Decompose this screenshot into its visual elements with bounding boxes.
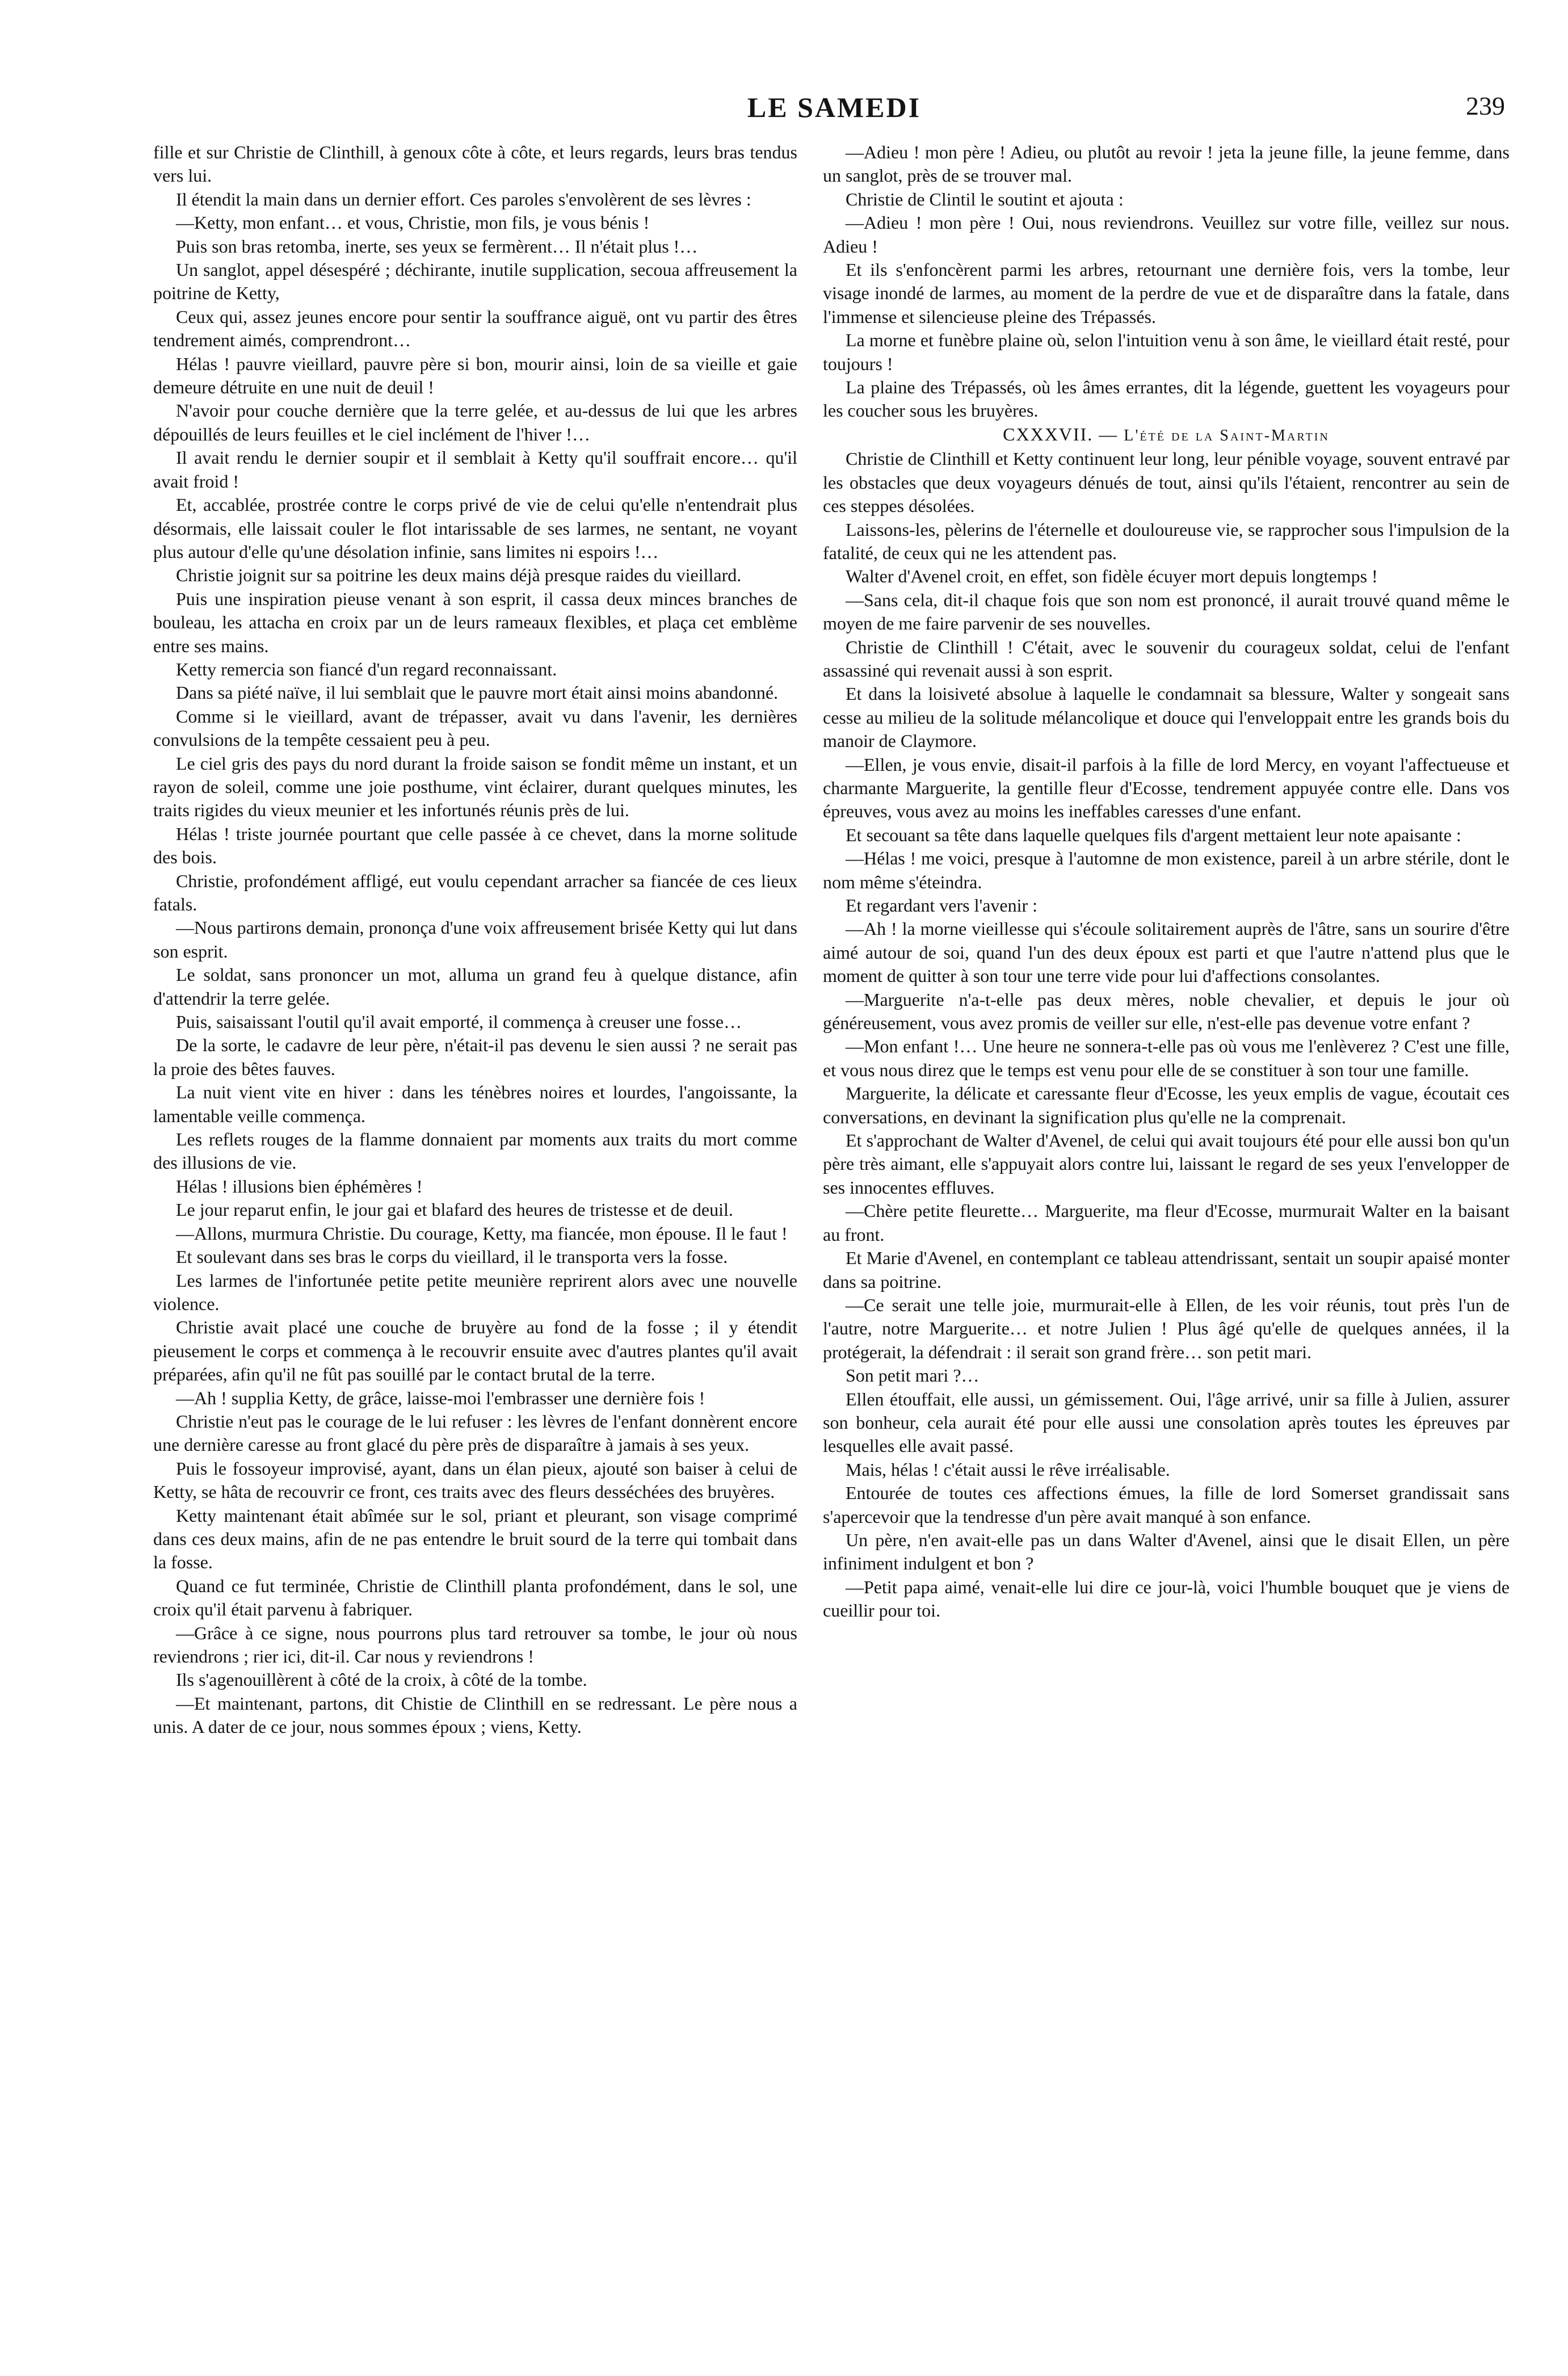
paragraph: —Petit papa aimé, venait-elle lui dire ce jour-là, voici l'humble bouquet que je viens de cueillir pour toi. xyxy=(823,1576,1510,1621)
paragraph: N'avoir pour couche dernière que la terre gelée, et au-dessus de lui que les arbres dépouillés de leurs feuilles et le ciel inclément de l'hiver !… xyxy=(153,400,797,444)
paragraph: Le ciel gris des pays du nord durant la froide saison se fondit même un instant, et un rayon de soleil, comme une joie posthume, vint éclairer, durant quelques minutes, les traits rigides du vieux meunier et les infortunés réunis près de lui. xyxy=(153,753,797,821)
paragraph: —Grâce à ce signe, nous pourrons plus tard retrouver sa tombe, le jour où nous reviendrons ; rier ici, dit-il. Car nous y reviendrons ! xyxy=(153,1622,797,1666)
paragraph: Marguerite, la délicate et caressante fleur d'Ecosse, les yeux emplis de vague, écoutait ces conversations, en devinant la signification plus qu'elle ne la comprenait. xyxy=(823,1083,1510,1127)
paragraph: Dans sa piété naïve, il lui semblait que le pauvre mort était ainsi moins abandonné. xyxy=(176,682,779,703)
paragraph: Et Marie d'Avenel, en contemplant ce tableau attendrissant, sentait un soupir apaisé monter dans sa poitrine. xyxy=(823,1248,1510,1292)
paragraph: De la sorte, le cadavre de leur père, n'était-il pas devenu le sien aussi ? ne serait pas la proie des bêtes fauves. xyxy=(153,1035,797,1079)
paragraph: Comme si le vieillard, avant de trépasser, avait vu dans l'avenir, les dernières convulsions de la tempête cessaient peu à peu. xyxy=(153,706,797,750)
paragraph: Il avait rendu le dernier soupir et il semblait à Ketty qu'il souffrait encore… qu'il avait froid ! xyxy=(153,447,797,492)
paragraph: Walter d'Avenel croit, en effet, son fidèle écuyer mort depuis longtemps ! xyxy=(846,566,1378,587)
paragraph: Hélas ! illusions bien éphémères ! xyxy=(176,1176,423,1197)
paragraph: Un père, n'en avait-elle pas un dans Walter d'Avenel, ainsi que le disait Ellen, un père infiniment indulgent et bon ? xyxy=(823,1529,1510,1574)
paragraph: Le jour reparut enfin, le jour gai et blafard des heures de tristesse et de deuil. xyxy=(176,1199,733,1220)
paragraph: Et ils s'enfoncèrent parmi les arbres, retournant une dernière fois, vers la tombe, leur visage inondé de larmes, au moment de la perdre de vue et de disparaître dans la fatale, dans l'immense et silencieuse pleine des Trépassés. xyxy=(823,259,1510,327)
paragraph: Ellen étouffait, elle aussi, un gémissement. Oui, l'âge arrivé, unir sa fille à Julien, assurer son bonheur, cela aurait été pour elle aussi une consolation après toutes les épreuves par lesquelles elle avait passé. xyxy=(823,1388,1510,1456)
paragraph: —Et maintenant, partons, dit Chistie de Clinthill en se redressant. Le père nous a unis. A dater de ce jour, nous sommes époux ; viens, Ketty. xyxy=(153,1693,797,1737)
right-column-bottom-text xyxy=(823,447,1510,1622)
page-number: 239 xyxy=(1466,91,1505,120)
paragraph: Et regardant vers l'avenir : xyxy=(846,895,1038,916)
paragraph: Laissons-les, pèlerins de l'éternelle et douloureuse vie, se rapprocher sous l'impulsion de la fatalité, de ceux qui ne les attendent pas. xyxy=(823,519,1510,563)
paragraph: Hélas ! triste journée pourtant que celle passée à ce chevet, dans la morne solitude des bois. xyxy=(153,823,797,868)
paragraph: Christie de Clintil le soutint et ajouta : xyxy=(846,188,1124,209)
paragraph: —Ah ! la morne vieillesse qui s'écoule solitairement auprès de l'âtre, sans un sourire d'être aimé autour de soi, quand l'un des deux époux est parti et que l'autre n'attend plus que le moment de quitter à son tour une terre vide pour lui d'affections consolantes. xyxy=(823,918,1510,986)
paragraph: —Ah ! supplia Ketty, de grâce, laisse-moi l'embrasser une dernière fois ! xyxy=(176,1387,705,1408)
paragraph: Les reflets rouges de la flamme donnaient par moments aux traits du mort comme des illusions de vie. xyxy=(153,1129,797,1173)
left-column xyxy=(153,141,797,2354)
paragraph: Son petit mari ?… xyxy=(846,1365,980,1386)
paragraph: Ketty maintenant était abîmée sur le sol, priant et pleurant, son visage comprimé dans ces deux mains, afin de ne pas entendre le bruit sourd de la terre qui tombait dans la fosse. xyxy=(153,1505,797,1573)
right-column-top-text xyxy=(823,141,1510,423)
paragraph: —Adieu ! mon père ! Adieu, ou plutôt au revoir ! jeta la jeune fille, la jeune femme, dans un sanglot, près de se trouver mal. xyxy=(823,142,1510,186)
paragraph: Mais, hélas ! c'était aussi le rêve irréalisable. xyxy=(846,1459,1170,1480)
paragraph: —Marguerite n'a-t-elle pas deux mères, noble chevalier, et depuis le jour où généreusement, vous avez promis de veiller sur elle, n'est-elle pas devenue votre enfant ? xyxy=(823,989,1510,1034)
paragraph: Et secouant sa tête dans laquelle quelques fils d'argent mettaient leur note apaisante : xyxy=(846,824,1461,845)
paragraph: Ceux qui, assez jeunes encore pour sentir la souffrance aiguë, ont vu partir des êtres tendrement aimés, comprendront… xyxy=(153,306,797,351)
paragraph: Le soldat, sans prononcer un mot, alluma un grand feu à quelque distance, afin d'attendrir la terre gelée. xyxy=(153,964,797,1009)
paragraph: Ils s'agenouillèrent à côté de la croix, à côté de la tombe. xyxy=(176,1669,587,1690)
paragraph: Christie avait placé une couche de bruyère au fond de la fosse ; il y étendit pieusement le corps et commença à le recouvrir ensuite avec d'autres plantes qu'il avait préparées, afin qu'il ne fût pas souillé par le contact brutal de la terre. xyxy=(153,1317,797,1385)
page-header xyxy=(148,91,1521,131)
paragraph: —Hélas ! me voici, presque à l'automne de mon existence, pareil à un arbre stérile, dont le nom même s'éteindra. xyxy=(823,848,1510,892)
section-heading xyxy=(823,423,1510,447)
paragraph: Un sanglot, appel désespéré ; déchirante, inutile supplication, secoua affreusement la poitrine de Ketty, xyxy=(153,259,797,304)
paragraph: —Ce serait une telle joie, murmurait-elle à Ellen, de les voir réunis, tout près l'un de l'autre, notre Marguerite… et notre Julien ! Plus âgé qu'elle de quelques années, il la protégerait, la défendrait : il serait son grand frère… son petit mari. xyxy=(823,1294,1510,1362)
paragraph: Entourée de toutes ces affections émues, la fille de lord Somerset grandissait sans s'apercevoir que la tendresse d'un père avait manqué à son enfance. xyxy=(823,1483,1510,1527)
paragraph: Christie de Clinthill et Ketty continuent leur long, leur pénible voyage, souvent entravé par les obstacles que deux voyageurs dénués de tout, ainsi qu'ils l'étaient, rencontrer au sein de ces steppes désolées. xyxy=(823,448,1510,517)
paragraph: Christie n'eut pas le courage de le lui refuser : les lèvres de l'enfant donnèrent encore une dernière caresse au front glacé du père près de disparaître à jamais à ses yeux. xyxy=(153,1411,797,1455)
paragraph: —Mon enfant !… Une heure ne sonnera-t-elle pas où vous me l'enlèverez ? C'est une fille, et vous nous direz que le temps est venu pour elle de se constituer à son tour une famille. xyxy=(823,1036,1510,1080)
paragraph: Il étendit la main dans un dernier effort. Ces paroles s'envolèrent de ses lèvres : xyxy=(176,188,751,209)
paragraph: Puis le fossoyeur improvisé, ayant, dans un élan pieux, ajouté son baiser à celui de Ketty, se hâta de recouvrir ce front, ces traits avec des fleurs desséchées des bruyères. xyxy=(153,1458,797,1502)
paragraph: Et soulevant dans ses bras le corps du vieillard, il le transporta vers la fosse. xyxy=(176,1246,728,1267)
paragraph: Les larmes de l'infortunée petite petite meunière reprirent alors avec une nouvelle violence. xyxy=(153,1270,797,1314)
paragraph: La nuit vient vite en hiver : dans les ténèbres noires et lourdes, l'angoissante, la lamentable veille commença. xyxy=(153,1082,797,1126)
paragraph: Christie de Clinthill ! C'était, avec le souvenir du courageux soldat, celui de l'enfant assassiné qui revenait aussi à son esprit. xyxy=(823,636,1510,681)
paragraph: La plaine des Trépassés, où les âmes errantes, dit la légende, guettent les voyageurs pour les coucher sous les bruyères. xyxy=(823,377,1510,421)
paragraph: —Adieu ! mon père ! Oui, nous reviendrons. Veuillez sur votre fille, veillez sur nous. Adieu ! xyxy=(823,212,1510,257)
paragraph: La morne et funèbre plaine où, selon l'intuition venu à son âme, le vieillard était resté, pour toujours ! xyxy=(823,330,1510,374)
paragraph: fille et sur Christie de Clinthill, à genoux côte à côte, et leurs regards, leurs bras tendus vers lui. xyxy=(153,142,797,186)
paragraph: —Allons, murmura Christie. Du courage, Ketty, ma fiancée, mon épouse. Il le faut ! xyxy=(176,1223,788,1244)
paragraph: Ketty remercia son fiancé d'un regard reconnaissant. xyxy=(176,658,557,679)
paragraph: Et s'approchant de Walter d'Avenel, de celui qui avait toujours été pour elle aussi bon qu'un père très aimant, elle s'appuyait alors contre lui, laissant le regard de ses yeux l'envelopper de ses innocentes effluves. xyxy=(823,1130,1510,1198)
paragraph: Puis une inspiration pieuse venant à son esprit, il cassa deux minces branches de bouleau, les attacha en croix par un de leurs rameaux flexibles, et plaça cet emblème entre ses mains. xyxy=(153,588,797,656)
section-number: CXXXVII. — xyxy=(1003,423,1119,444)
paragraph: Christie, profondément affligé, eut voulu cependant arracher sa fiancée de ces lieux fatals. xyxy=(153,870,797,914)
journal-title: LE SAMEDI xyxy=(747,91,922,123)
section-title: L'été de la Saint-Martin xyxy=(1124,426,1330,444)
paragraph: —Ketty, mon enfant… et vous, Christie, mon fils, je vous bénis ! xyxy=(176,212,650,233)
right-column xyxy=(823,141,1510,2354)
paragraph: Hélas ! pauvre vieillard, pauvre père si bon, mourir ainsi, loin de sa vieille et gaie demeure détruite en une nuit de deuil ! xyxy=(153,353,797,398)
paragraph: Quand ce fut terminée, Christie de Clinthill planta profondément, dans le sol, une croix qu'il était parvenu à fabriquer. xyxy=(153,1575,797,1620)
paragraph: —Sans cela, dit-il chaque fois que son nom est prononcé, il aurait trouvé quand même le moyen de me faire parvenir de ses nouvelles. xyxy=(823,589,1510,634)
paragraph: Et, accablée, prostrée contre le corps privé de vie de celui qu'elle n'entendrait plus désormais, elle laissait couler le flot intarissable de ses larmes, ne sentant, ne voyant plus autour d'elle qu'une désolation infinie, sans limites ni espoirs !… xyxy=(153,494,797,562)
paragraph: Puis, saisaissant l'outil qu'il avait emporté, il commença à creuser une fosse… xyxy=(176,1011,742,1032)
paragraph: Christie joignit sur sa poitrine les deux mains déjà presque raides du vieillard. xyxy=(176,565,742,586)
paragraph: Et dans la loisiveté absolue à laquelle le condamnait sa blessure, Walter y songeait sans cesse au milieu de la solitude mélancolique et douce qui l'enveloppait entre les grands bois du manoir de Claymore. xyxy=(823,683,1510,752)
paragraph: —Nous partirons demain, prononça d'une voix affreusement brisée Ketty qui lut dans son esprit. xyxy=(153,917,797,962)
paragraph: —Chère petite fleurette… Marguerite, ma fleur d'Ecosse, murmurait Walter en la baisant au front. xyxy=(823,1200,1510,1245)
paragraph: Puis son bras retomba, inerte, ses yeux se fermèrent… Il n'était plus !… xyxy=(176,236,698,257)
paragraph: —Ellen, je vous envie, disait-il parfois à la fille de lord Mercy, en voyant l'affectueuse et charmante Marguerite, la gentille fleur d'Ecosse, tendrement appuyée contre elle. Dans vos épreuves, vous avez au moins les ineffables caresses d'une enfant. xyxy=(823,754,1510,822)
